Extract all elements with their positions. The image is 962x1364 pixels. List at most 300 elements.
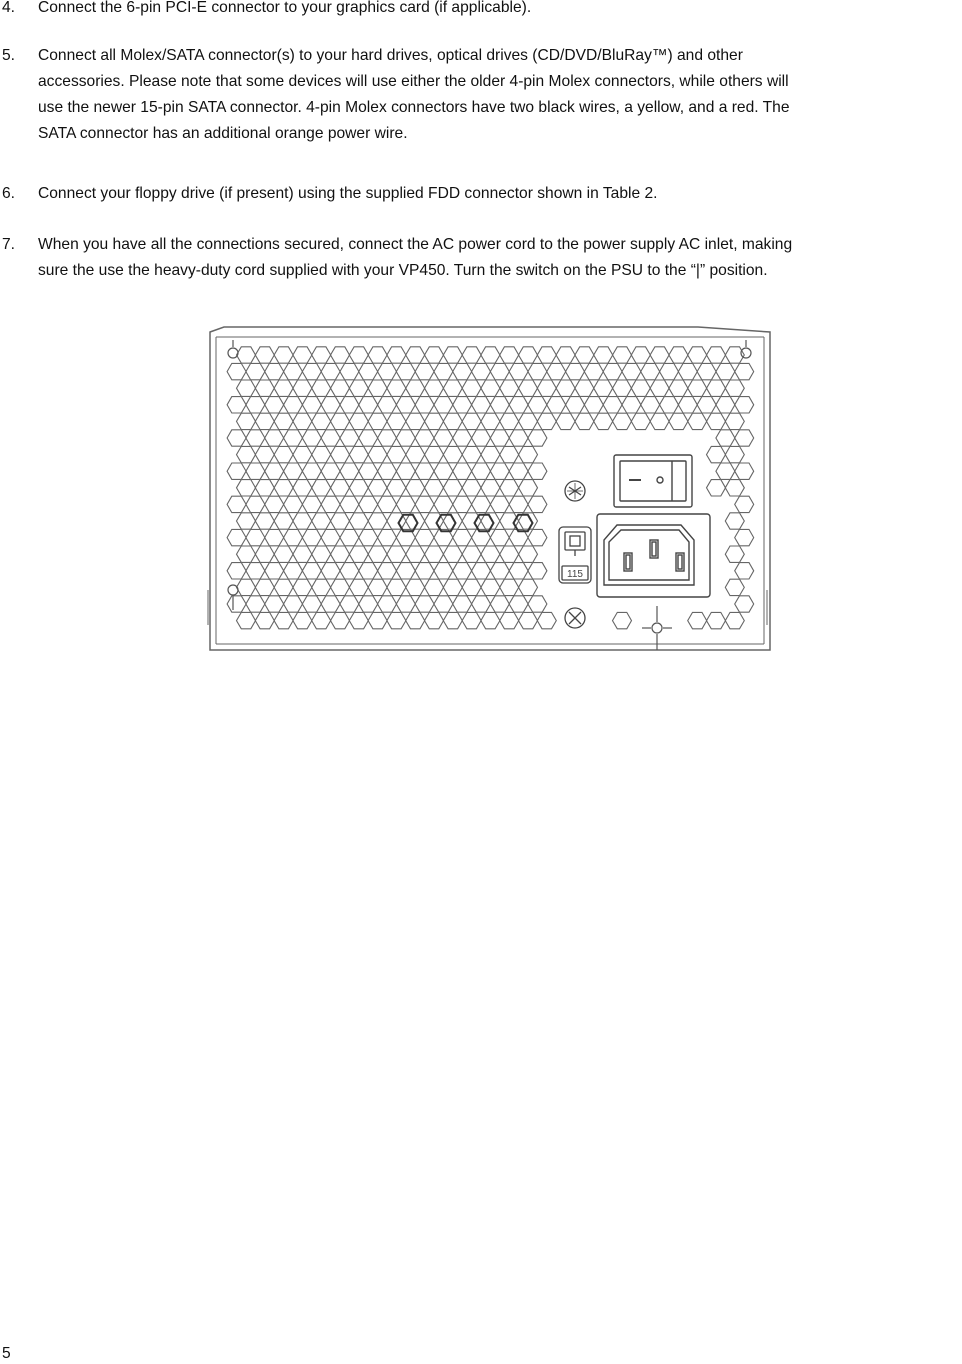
grille-hole (725, 612, 744, 628)
grille-hole (396, 463, 415, 479)
grille-hole (378, 430, 397, 446)
grille-hole (378, 496, 397, 512)
grille-hole (707, 612, 726, 628)
grille-hole (255, 480, 274, 496)
grille-hole (481, 446, 500, 462)
grille-hole (735, 397, 754, 413)
grille-hole (707, 380, 726, 396)
grille-hole (660, 397, 679, 413)
grille-hole (688, 612, 707, 628)
grille-hole (340, 397, 359, 413)
grille-hole (378, 529, 397, 545)
grille-hole (472, 563, 491, 579)
psu-rear-panel-figure (205, 325, 775, 655)
grille-hole (265, 563, 284, 579)
grille-hole (321, 596, 340, 612)
grille-hole (246, 596, 265, 612)
grille-hole (284, 496, 303, 512)
grille-hole (490, 563, 509, 579)
grille-hole (331, 579, 350, 595)
grille-hole (227, 529, 246, 545)
grille-hole (622, 363, 641, 379)
grille-hole (528, 363, 547, 379)
grille-hole (415, 397, 434, 413)
grille-hole (359, 363, 378, 379)
grille-hole (425, 413, 444, 429)
grille-hole (472, 363, 491, 379)
grille-hole (725, 446, 744, 462)
grille-hole (443, 546, 462, 562)
grille-hole (331, 347, 350, 363)
grille-hole (490, 430, 509, 446)
grille-hole (490, 397, 509, 413)
grille-hole (603, 363, 622, 379)
step-text (38, 232, 962, 284)
step-number: 7. (2, 236, 16, 253)
grille-hole (255, 413, 274, 429)
grille-hole (321, 563, 340, 579)
grille-hole (227, 463, 246, 479)
mount-screw-icon (642, 606, 672, 650)
grille-hole (265, 363, 284, 379)
grille-hole (331, 413, 350, 429)
grille-hole (481, 380, 500, 396)
grille-hole (293, 480, 312, 496)
grille-hole (735, 496, 754, 512)
grille-hole (707, 347, 726, 363)
grille-hole (519, 380, 538, 396)
grille-hole (631, 380, 650, 396)
grille-hole (321, 430, 340, 446)
grille-hole (594, 347, 613, 363)
grille-hole (312, 546, 331, 562)
step-line: use the newer 15-pin SATA connector. 4-pin Molex connectors have two black wires, a yellow, and a red. The (38, 99, 790, 116)
grille-hole (500, 546, 519, 562)
grille-hole (641, 363, 660, 379)
grille-hole (265, 596, 284, 612)
step-number: 6. (2, 185, 16, 202)
grille-hole (556, 413, 575, 429)
grille-hole (443, 612, 462, 628)
grille-hole (274, 612, 293, 628)
grille-hole (547, 397, 566, 413)
grille-hole (669, 380, 688, 396)
grille-hole (349, 513, 368, 529)
grille-hole (293, 546, 312, 562)
grille-hole (340, 496, 359, 512)
grille-hole (425, 480, 444, 496)
grille-hole (368, 612, 387, 628)
grille-hole (500, 413, 519, 429)
grille-hole (443, 380, 462, 396)
grille-hole (631, 347, 650, 363)
grille-hole (481, 546, 500, 562)
grille-hole (359, 563, 378, 579)
grille-hole (265, 496, 284, 512)
grille-hole (481, 347, 500, 363)
grille-hole (406, 546, 425, 562)
grille-hole (519, 612, 538, 628)
grille-hole (237, 579, 256, 595)
grille-hole (688, 413, 707, 429)
grille-hole (331, 480, 350, 496)
grille-hole (406, 413, 425, 429)
grille-hole (443, 413, 462, 429)
grille-hole (519, 579, 538, 595)
grille-hole (584, 363, 603, 379)
grille-hole (735, 463, 754, 479)
grille-hole (255, 446, 274, 462)
grille-hole (528, 529, 547, 545)
grille-hole (246, 563, 265, 579)
grille-hole (537, 347, 556, 363)
grille-hole (396, 363, 415, 379)
grille-hole (462, 413, 481, 429)
grille-hole (312, 413, 331, 429)
grille-hole (528, 496, 547, 512)
grille-hole (575, 347, 594, 363)
grille-hole (481, 612, 500, 628)
grille-hole (509, 430, 528, 446)
grille-hole (453, 529, 472, 545)
grille-hole (725, 480, 744, 496)
grille-hole (443, 579, 462, 595)
grille-hole (349, 546, 368, 562)
grille-hole (387, 446, 406, 462)
voltage-label: 115 (567, 569, 583, 580)
grille-hole (528, 563, 547, 579)
grille-hole (725, 413, 744, 429)
grille-hole (735, 430, 754, 446)
grille-hole (415, 463, 434, 479)
grille-hole (387, 413, 406, 429)
ac-inlet-c14-icon (597, 514, 710, 597)
grille-hole (725, 380, 744, 396)
grille-hole (735, 596, 754, 612)
grille-hole (368, 380, 387, 396)
grille-hole (284, 563, 303, 579)
step-number: 5. (2, 47, 16, 64)
grille-hole (462, 579, 481, 595)
grille-hole (500, 347, 519, 363)
grille-hole (227, 397, 246, 413)
grille-hole (274, 380, 293, 396)
grille-hole (227, 563, 246, 579)
grille-hole (274, 480, 293, 496)
grille-hole (490, 596, 509, 612)
grille-hole (725, 546, 744, 562)
grille-hole (434, 397, 453, 413)
grille-hole (500, 480, 519, 496)
grille-hole (302, 463, 321, 479)
grille-hole (707, 480, 726, 496)
grille-hole (284, 596, 303, 612)
grille-hole (566, 397, 585, 413)
grille-hole (528, 430, 547, 446)
grille-hole (302, 596, 321, 612)
grille-hole (735, 563, 754, 579)
grille-hole (237, 546, 256, 562)
grille-hole (293, 413, 312, 429)
grille-hole (537, 612, 556, 628)
grille-hole (312, 612, 331, 628)
grille-hole (415, 430, 434, 446)
grille-hole (359, 430, 378, 446)
grille-hole (302, 363, 321, 379)
grille-hole (359, 463, 378, 479)
grille-hole (237, 413, 256, 429)
grille-hole (716, 463, 735, 479)
grille-hole (462, 380, 481, 396)
grille-hole (368, 513, 387, 529)
grille-hole (537, 380, 556, 396)
grille-hole (387, 612, 406, 628)
grille-hole (274, 347, 293, 363)
mount-screw-icon (228, 585, 238, 610)
grille-hole (472, 430, 491, 446)
grille-hole (425, 380, 444, 396)
grille-hole (725, 579, 744, 595)
grille-hole (481, 413, 500, 429)
voltage-selector-switch-icon (559, 527, 591, 583)
grille-hole (368, 480, 387, 496)
grille-hole (472, 496, 491, 512)
grille-hole (312, 446, 331, 462)
step-number: 4. (2, 0, 16, 16)
grille-hole (472, 397, 491, 413)
grille-hole (519, 446, 538, 462)
grille-hole (378, 563, 397, 579)
grille-hole (509, 397, 528, 413)
grille-hole (472, 463, 491, 479)
grille-hole (603, 397, 622, 413)
grille-hole (331, 380, 350, 396)
grille-hole (678, 397, 697, 413)
grille-hole (509, 363, 528, 379)
grille-hole (716, 397, 735, 413)
grille-hole (284, 463, 303, 479)
grille-hole (434, 430, 453, 446)
grille-hole (547, 363, 566, 379)
grille-hole (312, 480, 331, 496)
grille-hole (415, 563, 434, 579)
grille-hole (406, 480, 425, 496)
grille-hole (415, 596, 434, 612)
grille-hole (293, 579, 312, 595)
grille-hole (246, 463, 265, 479)
grille-hole (613, 380, 632, 396)
grille-hole (641, 397, 660, 413)
grille-hole (650, 380, 669, 396)
grille-hole (415, 496, 434, 512)
grille-hole (331, 546, 350, 562)
grille-hole (594, 413, 613, 429)
grille-hole (490, 529, 509, 545)
grille-hole (481, 480, 500, 496)
grille-hole (556, 347, 575, 363)
grille-hole (406, 579, 425, 595)
step-line: Connect the 6-pin PCI-E connector to your graphics card (if applicable). (38, 0, 532, 16)
grille-hole (368, 579, 387, 595)
grille-hole (453, 463, 472, 479)
grille-hole (509, 563, 528, 579)
grille-hole (349, 612, 368, 628)
grille-hole (340, 529, 359, 545)
grille-hole (387, 347, 406, 363)
grille-hole (678, 363, 697, 379)
grille-hole (481, 579, 500, 595)
grille-hole (246, 430, 265, 446)
grille-hole (396, 596, 415, 612)
grille-hole (349, 446, 368, 462)
step-line: sure the use the heavy-duty cord supplied with your VP450. Turn the switch on the PSU to the “|” position. (38, 262, 768, 279)
grille-hole (406, 347, 425, 363)
grille-hole (509, 463, 528, 479)
grille-hole (707, 446, 726, 462)
grille-hole (528, 463, 547, 479)
grille-hole (396, 430, 415, 446)
grille-hole (669, 347, 688, 363)
grille-hole (688, 347, 707, 363)
grille-hole (453, 596, 472, 612)
grille-hole (434, 496, 453, 512)
grille-hole (443, 347, 462, 363)
grille-hole (340, 563, 359, 579)
page-number: 5 (2, 1345, 11, 1362)
grille-hole (227, 496, 246, 512)
step-text (38, 0, 962, 21)
grille-hole (387, 579, 406, 595)
grille-hole (575, 380, 594, 396)
grille-hole (697, 397, 716, 413)
grille-hole (349, 347, 368, 363)
grille-hole (293, 612, 312, 628)
grille-hole (321, 397, 340, 413)
grille-hole (425, 446, 444, 462)
screw-icon (565, 608, 585, 628)
grille-hole (293, 513, 312, 529)
grille-hole (378, 463, 397, 479)
grille-hole (368, 413, 387, 429)
grille-hole (434, 463, 453, 479)
grille-hole (519, 347, 538, 363)
grille-hole (340, 430, 359, 446)
grille-hole (462, 480, 481, 496)
grille-hole (265, 529, 284, 545)
grille-hole (255, 513, 274, 529)
grille-hole (462, 446, 481, 462)
grille-hole (716, 430, 735, 446)
power-rocker-switch-icon (614, 455, 692, 507)
grille-hole (237, 380, 256, 396)
grille-hole (425, 612, 444, 628)
step-line: Connect all Molex/SATA connector(s) to your hard drives, optical drives (CD/DVD/BluRay™) and other (38, 47, 743, 64)
grille-hole (293, 380, 312, 396)
grille-hole (660, 363, 679, 379)
grille-hole (434, 563, 453, 579)
grille-hole (237, 446, 256, 462)
grille-hole (255, 347, 274, 363)
grille-hole (246, 529, 265, 545)
grille-hole (255, 380, 274, 396)
grille-hole (490, 363, 509, 379)
grille-hole (528, 397, 547, 413)
grille-hole (415, 363, 434, 379)
grille-hole (519, 546, 538, 562)
grille-hole (396, 496, 415, 512)
grille-hole (500, 380, 519, 396)
grille-hole (284, 363, 303, 379)
grille-hole (735, 363, 754, 379)
grille-hole (500, 612, 519, 628)
mount-screw-icon (741, 340, 751, 358)
grille-hole (312, 347, 331, 363)
step-text (38, 181, 962, 207)
grille-hole (340, 596, 359, 612)
grille-hole (594, 380, 613, 396)
grille-hole (716, 363, 735, 379)
grille-hole (387, 380, 406, 396)
grille-hole (246, 496, 265, 512)
grille-hole (349, 480, 368, 496)
grille-hole (556, 380, 575, 396)
grille-hole (688, 380, 707, 396)
grille-hole (387, 546, 406, 562)
grille-hole (265, 463, 284, 479)
grille-hole (284, 430, 303, 446)
step-line: accessories. Please note that some devices will use either the older 4-pin Molex connectors, while others will (38, 73, 789, 90)
hex-grille-icon (227, 347, 754, 629)
grille-hole (302, 397, 321, 413)
grille-hole (434, 363, 453, 379)
grille-hole (331, 446, 350, 462)
grille-hole (255, 546, 274, 562)
grille-hole (368, 347, 387, 363)
grille-hole (237, 612, 256, 628)
screw-icon (565, 481, 585, 501)
grille-hole (274, 579, 293, 595)
grille-hole (613, 347, 632, 363)
grille-hole (255, 579, 274, 595)
grille-hole (453, 430, 472, 446)
grille-hole (321, 529, 340, 545)
grille-hole (359, 596, 378, 612)
grille-hole (227, 430, 246, 446)
step-line: When you have all the connections secured, connect the AC power cord to the power supply AC inlet, making (38, 236, 793, 253)
grille-hole (453, 563, 472, 579)
grille-hole (575, 413, 594, 429)
grille-hole (490, 463, 509, 479)
grille-hole (368, 546, 387, 562)
grille-hole (368, 446, 387, 462)
grille-hole (237, 347, 256, 363)
grille-hole (312, 513, 331, 529)
grille-hole (519, 413, 538, 429)
grille-hole (293, 446, 312, 462)
grille-hole (274, 446, 293, 462)
grille-hole (302, 430, 321, 446)
grille-hole (246, 363, 265, 379)
grille-hole (359, 529, 378, 545)
grille-hole (359, 496, 378, 512)
grille-hole (425, 347, 444, 363)
grille-hole (472, 596, 491, 612)
grille-hole (396, 397, 415, 413)
grille-hole (312, 380, 331, 396)
grille-hole (265, 397, 284, 413)
grille-hole (697, 363, 716, 379)
grille-hole (453, 397, 472, 413)
